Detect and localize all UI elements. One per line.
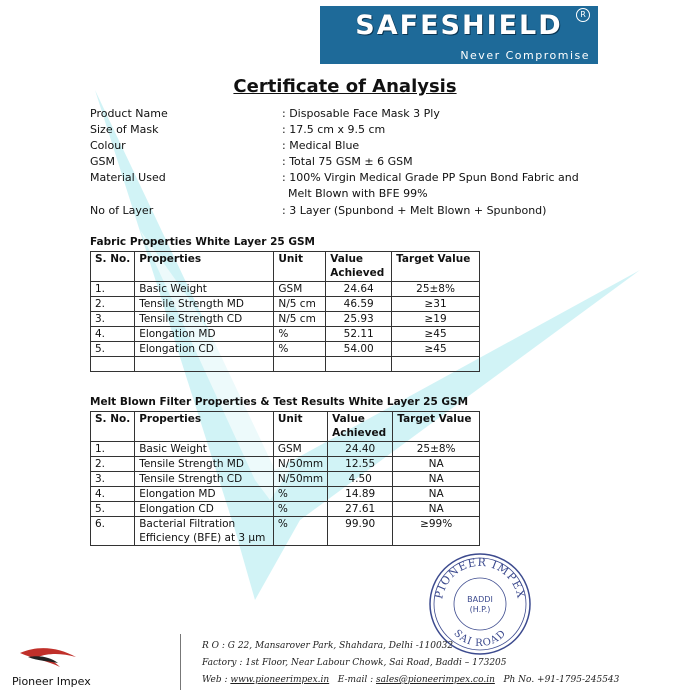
cell-target: NA	[393, 457, 480, 472]
cell-sno: 3.	[91, 472, 135, 487]
pioneer-bird-logo-icon	[18, 643, 88, 673]
table-row	[91, 442, 480, 457]
cell-value: 52.11	[326, 327, 392, 342]
table-row	[91, 342, 480, 357]
cell-value: 14.89	[328, 487, 393, 502]
cell-unit: N/5 cm	[274, 297, 326, 312]
header-sno: S. No.	[91, 252, 135, 282]
document-title: Certificate of Analysis	[233, 76, 457, 97]
cell-value: 24.64	[326, 282, 392, 297]
cell-property: Tensile Strength MD	[135, 297, 274, 312]
cell-sno: 2.	[91, 297, 135, 312]
stamp-center-1: BADDI	[467, 595, 493, 604]
info-value: : 3 Layer (Spunbond + Melt Blown + Spunbond)	[282, 204, 547, 217]
cell-property: Elongation MD	[135, 327, 274, 342]
footer-factory-address: Factory : 1st Floor, Near Labour Chowk, Sai Road, Baddi – 173205	[202, 658, 507, 668]
table-empty-row	[91, 357, 480, 372]
info-value: : 100% Virgin Medical Grade PP Spun Bond Fabric and	[282, 171, 579, 184]
cell-value: 24.40	[328, 442, 393, 457]
stamp-top-text: PIONEER IMPEX	[432, 555, 528, 601]
cell-property: Bacterial Filtration Efficiency (BFE) at 3 μm	[135, 517, 274, 546]
cell-property: Tensile Strength MD	[135, 457, 274, 472]
cell-unit: %	[274, 327, 326, 342]
cell-sno: 5.	[91, 502, 135, 517]
header-sno: S. No.	[91, 412, 135, 442]
cell-value: 4.50	[328, 472, 393, 487]
table-row	[91, 312, 480, 327]
cell-unit: %	[273, 502, 327, 517]
safeshield-logo	[320, 6, 598, 64]
cell-target: 25±8%	[393, 442, 480, 457]
cell-sno: 6.	[91, 517, 135, 546]
info-label: No of Layer	[90, 204, 154, 217]
table-row	[91, 282, 480, 297]
table-row	[91, 297, 480, 312]
cell-sno: 4.	[91, 487, 135, 502]
cell-property: Basic Weight	[135, 442, 274, 457]
cell-unit: %	[274, 342, 326, 357]
cell-unit: GSM	[274, 282, 326, 297]
info-label: Material Used	[90, 171, 166, 184]
footer-contacts: Web : www.pioneerimpex.in E-mail : sales@pioneerimpex.co.in Ph No. +91-1795-245543	[202, 675, 620, 685]
cell-value: 99.90	[328, 517, 393, 546]
cell-target: ≥99%	[393, 517, 480, 546]
website-link[interactable]: www.pioneerimpex.in	[230, 675, 330, 685]
registered-mark: R	[576, 8, 590, 22]
cell-value: 25.93	[326, 312, 392, 327]
header-properties: Properties	[135, 412, 274, 442]
cell-property: Elongation MD	[135, 487, 274, 502]
cell-target: NA	[393, 472, 480, 487]
cell-unit: N/50mm	[273, 472, 327, 487]
header-unit: Unit	[274, 252, 326, 282]
info-label: Size of Mask	[90, 123, 159, 136]
svg-text:SAI ROAD	[451, 628, 508, 649]
phone-number: Ph No. +91-1795-245543	[503, 675, 620, 685]
header-unit: Unit	[273, 412, 327, 442]
cell-sno: 4.	[91, 327, 135, 342]
cell-target: 25±8%	[392, 282, 480, 297]
footer-ro-address: R O : G 22, Mansarover Park, Shahdara, Delhi -110032	[202, 641, 454, 651]
table-header-row	[91, 412, 480, 442]
footer-divider	[180, 634, 181, 690]
info-value: : Total 75 GSM ± 6 GSM	[282, 155, 413, 168]
cell-property: Tensile Strength CD	[135, 312, 274, 327]
header-value: Value Achieved	[326, 252, 392, 282]
cell-target: ≥31	[392, 297, 480, 312]
cell-value: 54.00	[326, 342, 392, 357]
cell-value: 46.59	[326, 297, 392, 312]
fabric-properties-table	[90, 251, 480, 372]
cell-sno: 5.	[91, 342, 135, 357]
table1-title: Fabric Properties White Layer 25 GSM	[90, 236, 315, 248]
cell-sno: 1.	[91, 282, 135, 297]
header-target: Target Value	[393, 412, 480, 442]
table-header-row	[91, 252, 480, 282]
info-label: GSM	[90, 155, 115, 168]
logo-tagline: Never Compromise	[460, 49, 590, 62]
table-row	[91, 502, 480, 517]
info-value: : Disposable Face Mask 3 Ply	[282, 107, 440, 120]
header-value: Value Achieved	[328, 412, 393, 442]
cell-property: Elongation CD	[135, 502, 274, 517]
cell-property: Elongation CD	[135, 342, 274, 357]
cell-unit: %	[273, 487, 327, 502]
melt-blown-table	[90, 411, 480, 546]
cell-property: Basic Weight	[135, 282, 274, 297]
cell-sno: 1.	[91, 442, 135, 457]
table-row	[91, 487, 480, 502]
stamp-bottom-text: SAI ROAD	[451, 627, 509, 650]
cell-target: ≥19	[392, 312, 480, 327]
cell-property: Tensile Strength CD	[135, 472, 274, 487]
cell-target: NA	[393, 487, 480, 502]
cell-unit: %	[273, 517, 327, 546]
info-value: : Medical Blue	[282, 139, 360, 152]
info-label: Colour	[90, 139, 126, 152]
cell-unit: N/50mm	[273, 457, 327, 472]
cell-target: ≥45	[392, 327, 480, 342]
cell-sno: 3.	[91, 312, 135, 327]
table-row	[91, 457, 480, 472]
stamp-center-2: (H.P.)	[469, 605, 491, 614]
cell-value: 12.55	[328, 457, 393, 472]
email-link[interactable]: sales@pioneerimpex.co.in	[375, 675, 495, 685]
info-value: : 17.5 cm x 9.5 cm	[282, 123, 386, 136]
logo-brand: SAFESHIELD	[355, 10, 563, 41]
cell-value: 27.61	[328, 502, 393, 517]
cell-unit: GSM	[273, 442, 327, 457]
header-target: Target Value	[392, 252, 480, 282]
cell-sno: 2.	[91, 457, 135, 472]
table2-title: Melt Blown Filter Properties & Test Results White Layer 25 GSM	[90, 396, 469, 408]
cell-target: NA	[393, 502, 480, 517]
cell-unit: N/5 cm	[274, 312, 326, 327]
info-value-continued: Melt Blown with BFE 99%	[288, 187, 428, 200]
table-row	[91, 327, 480, 342]
info-label: Product Name	[90, 107, 168, 120]
table-row	[91, 517, 480, 546]
header-properties: Properties	[135, 252, 274, 282]
cell-target: ≥45	[392, 342, 480, 357]
table-row	[91, 472, 480, 487]
footer-company-name: Pioneer Impex	[12, 675, 91, 688]
